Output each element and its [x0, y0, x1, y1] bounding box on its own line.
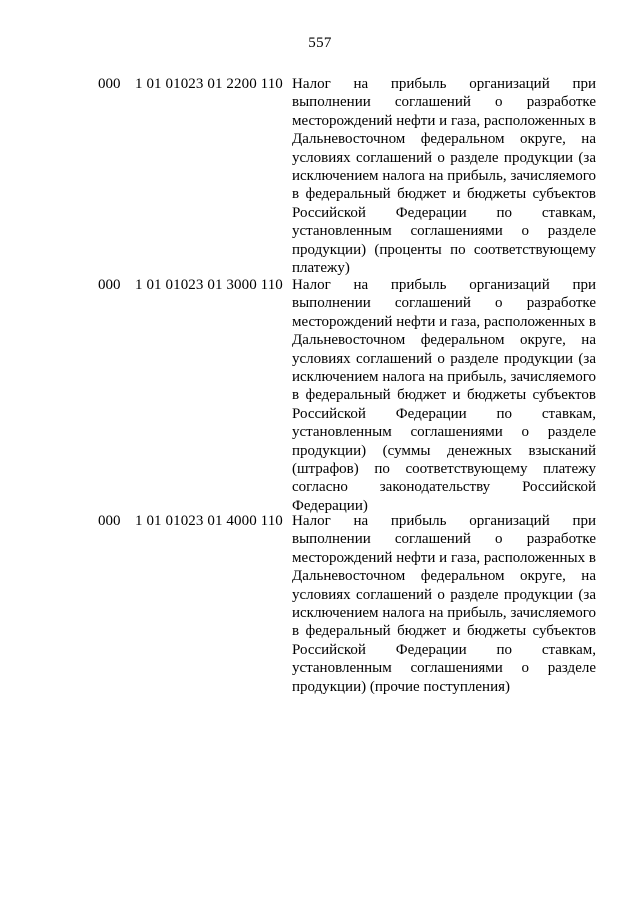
entry-description: Налог на прибыль организаций при выполнении соглашений о разработке месторождений нефти и газа, расположенных в Дальневосточном федеральном округе, на условиях соглашений о разделе продукции (за исключением налога на прибыль, зачисляемого в федеральный бюджет и бюджеты субъектов Российской Федерации по ставкам, установленным соглашениями о разделе продукции) (суммы денежных взысканий (штрафов) по соответствующему платежу согласно законодательству Российской Федерации): [292, 277, 596, 514]
page-number: 557: [308, 35, 332, 51]
admin-code: 000: [98, 277, 121, 293]
admin-code: 000: [98, 76, 121, 92]
entry-description: Налог на прибыль организаций при выполнении соглашений о разработке месторождений нефти и газа, расположенных в Дальневосточном федеральном округе, на условиях соглашений о разделе продукции (за исключением налога на прибыль, зачисляемого в федеральный бюджет и бюджеты субъектов Российской Федерации по ставкам, установленным соглашениями о разделе продукции) (прочие поступления): [292, 513, 596, 695]
budget-classification-code: 1 01 01023 01 4000 110: [135, 513, 283, 529]
admin-code: 000: [98, 513, 121, 529]
entry-description: Налог на прибыль организаций при выполнении соглашений о разработке месторождений нефти и газа, расположенных в Дальневосточном федеральном округе, на условиях соглашений о разделе продукции (за исключением налога на прибыль, зачисляемого в федеральный бюджет и бюджеты субъектов Российской Федерации по ставкам, установленным соглашениями о разделе продукции) (проценты по соответствующему платежу): [292, 76, 596, 277]
budget-classification-code: 1 01 01023 01 2200 110: [135, 76, 283, 92]
budget-classification-code: 1 01 01023 01 3000 110: [135, 277, 283, 293]
